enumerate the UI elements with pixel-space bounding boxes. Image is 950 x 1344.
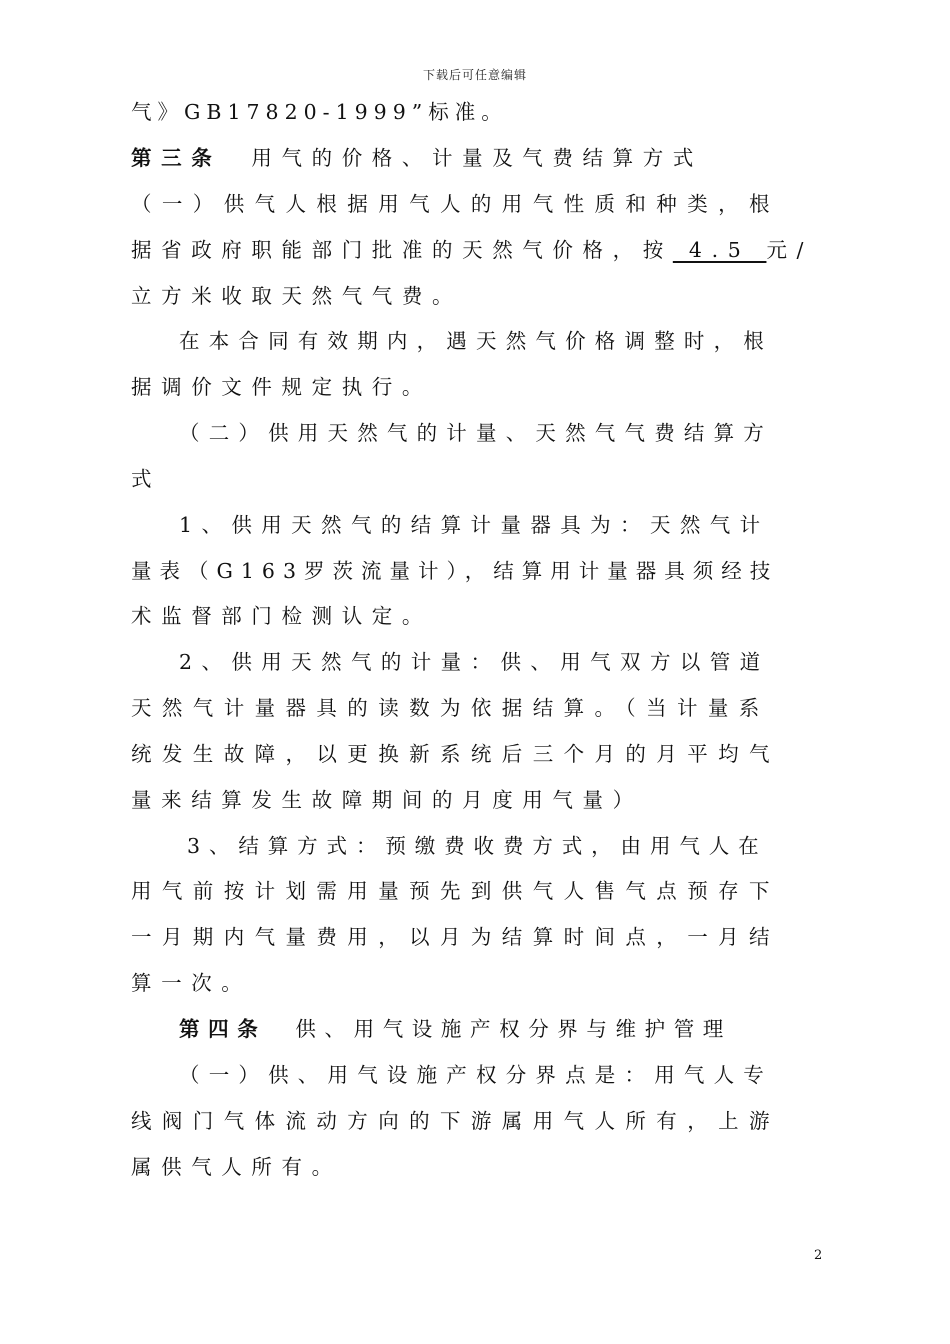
line-11: 量表（G163罗茨流量计），结算用计量器具须经技 — [131, 559, 779, 583]
line-8: （二）供用天然气的计量、天然气气费结算方 — [179, 421, 773, 445]
line-1: 气》GB17820-1999”标准。 — [131, 100, 508, 124]
line-19: 一月期内气量费用，以月为结算时间点，一月结 — [131, 925, 780, 949]
line-22: （一）供、用气设施产权分界点是：用气人专 — [179, 1063, 773, 1087]
line-20: 算一次。 — [131, 971, 252, 995]
line-15: 统发生故障，以更换新系统后三个月的月平均气 — [131, 742, 780, 766]
line-12: 术监督部门检测认定。 — [131, 604, 432, 628]
price-line: 据省政府职能部门批准的天然气价格，按 4.5 元/ — [131, 238, 814, 262]
line-13: 2、供用天然气的计量：供、用气双方以管道 — [179, 650, 770, 674]
line-16: 量来结算发生故障期间的月度用气量） — [131, 788, 643, 812]
line-17: 3、结算方式：预缴费收费方式，由用气人在 — [187, 834, 768, 858]
line-7: 据调价文件规定执行。 — [131, 375, 432, 399]
article-3-heading: 第三条 用气的价格、计量及气费结算方式 — [131, 146, 703, 170]
page-header: 下载后可任意编辑 — [422, 68, 527, 82]
line-9: 式 — [131, 467, 162, 491]
line-14: 天然气计量器具的读数为依据结算。（当计量系 — [131, 696, 770, 720]
line-6: 在本合同有效期内，遇天然气价格调整时，根 — [179, 329, 773, 353]
line-24: 属供气人所有。 — [131, 1155, 342, 1179]
line-3: （一）供气人根据用气人的用气性质和种类，根 — [131, 192, 780, 216]
line-10: 1、供用天然气的结算计量器具为：天然气计 — [179, 513, 770, 537]
line-23: 线阀门气体流动方向的下游属用气人所有，上游 — [131, 1109, 780, 1133]
price-value: 4.5 — [672, 238, 767, 262]
page-number: 2 — [814, 1248, 823, 1263]
line-18: 用气前按计划需用量预先到供气人售气点预存下 — [131, 879, 780, 903]
line-5: 立方米收取天然气气费。 — [131, 284, 463, 308]
article-4-heading: 第四条 供、用气设施产权分界与维护管理 — [179, 1017, 732, 1041]
